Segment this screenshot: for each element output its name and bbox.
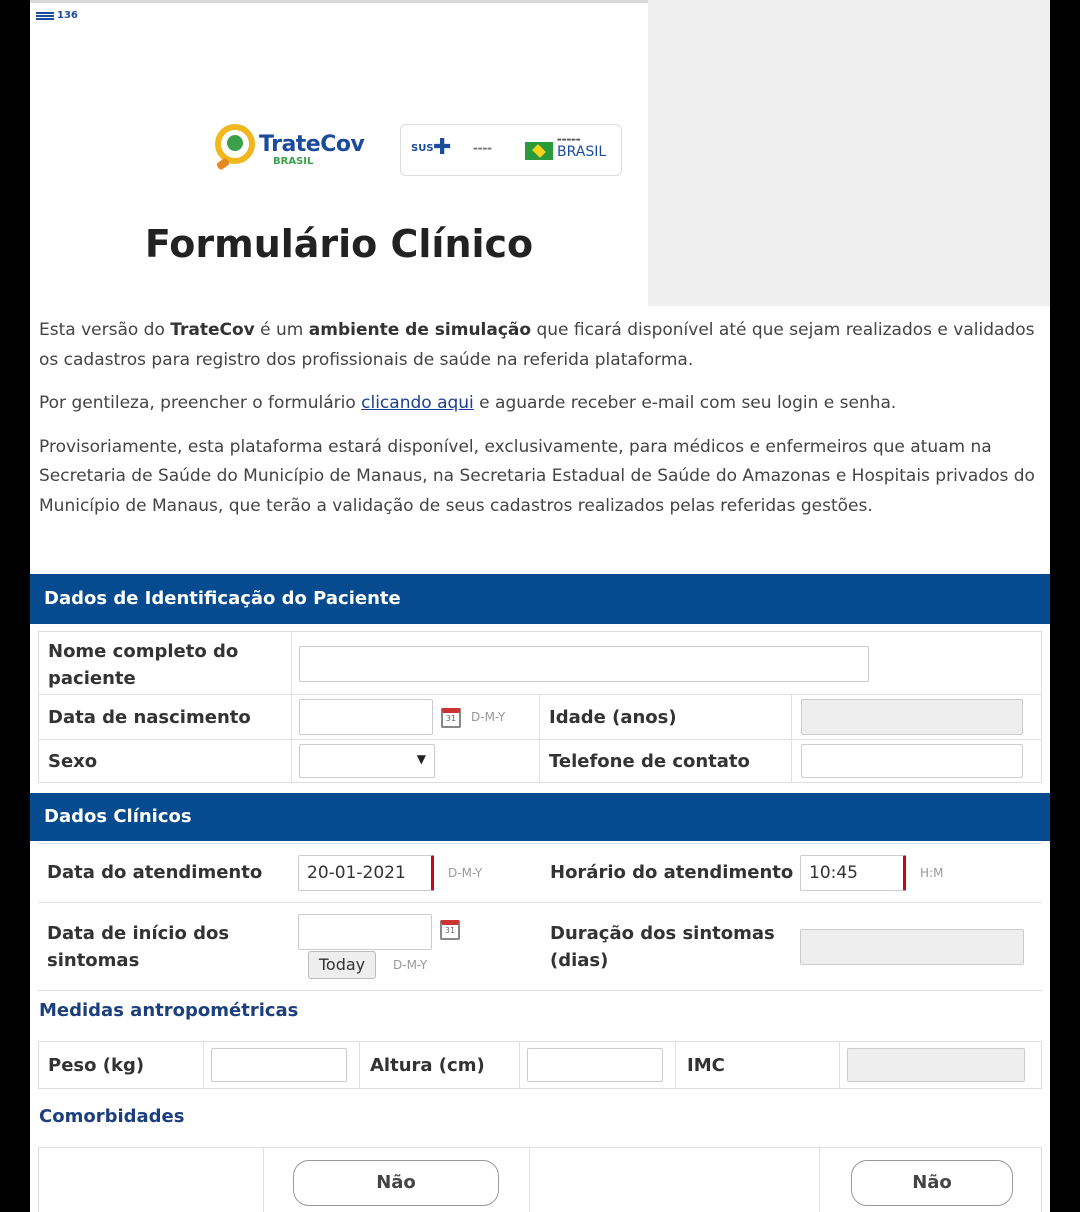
birth-date-format-hint: D-M-Y [471,710,506,724]
sus-logo-text: SUS [411,143,434,154]
intro-paragraph-1: Esta versão do TrateCov é um ambiente de simulação que ficará disponível até que sejam realizados e validados os cadastros para registro dos profissionais de saúde na referida plataforma. [39,320,1035,370]
clinical-section-header: Dados Clínicos [30,793,1050,841]
weight-label: Peso (kg) [48,1055,145,1076]
symptom-duration-label: Duração dos sintomas (dias) [550,923,775,971]
hotline-icon [36,12,54,20]
symptom-duration-field [800,929,1024,965]
weight-input[interactable] [211,1048,347,1082]
visit-date-label: Data do atendimento [47,862,263,883]
logo-name: TrateCov [259,132,365,157]
intro-paragraph-2: Por gentileza, preencher o formulário clicando aqui e aguarde receber e-mail com seu login e senha. [39,393,897,413]
visit-date-format-hint: D-M-Y [448,866,483,880]
brazil-flag-icon [525,142,553,160]
form-page [30,0,1050,1212]
symptom-onset-label: Data de início dos sintomas [47,923,230,971]
birth-date-input[interactable] [299,699,433,735]
symptom-onset-format-hint: D-M-Y [393,958,428,972]
bmi-field [847,1048,1025,1082]
person-icon [227,135,243,151]
hotline-number: 136 [57,10,78,21]
visit-time-input[interactable] [800,855,906,891]
height-input[interactable] [527,1048,663,1082]
today-button[interactable]: Today [308,951,376,979]
birth-date-label: Data de nascimento [48,707,251,728]
bmi-label: IMC [687,1055,725,1076]
phone-label: Telefone de contato [549,751,750,772]
page-title: Formulário Clínico [144,222,534,266]
logo-sub: BRASIL [273,156,314,167]
calendar-icon[interactable]: 31 [441,708,461,728]
identification-section-header: Dados de Identificação do Paciente [30,574,1050,624]
age-label: Idade (anos) [549,707,677,728]
register-link[interactable]: clicando aqui [361,393,474,413]
sex-select[interactable] [299,744,435,778]
patient-name-label: Nome completo do paciente [48,641,239,689]
hotline-badge [36,10,78,21]
phone-input[interactable] [801,744,1023,778]
intro-paragraph-3: Provisoriamente, esta plataforma estará disponível, exclusivamente, para médicos e enfermeiros que atuam na Secretaria de Saúde do Município de Manaus, na Secretaria Estadual de Saúde do Amazonas e Hospitais privados do Município de Manaus, que terão a validação de seus cadastros realizados pelas referidas gestões. [39,436,1035,516]
comorbidity-toggle-2[interactable]: Não [851,1160,1013,1206]
sus-cross-icon: ✚ [433,135,452,160]
side-panel [648,0,1050,306]
comorbidities-title: Comorbidades [39,1106,185,1127]
gov-brasil-text: BRASIL [557,144,607,160]
government-logo [400,124,622,176]
comorbidities-grid [38,1147,1042,1212]
motto-text: ▬▬▬▬▬ [557,137,581,143]
clinical-grid [38,843,1042,991]
age-field [801,699,1023,735]
patient-name-input[interactable] [299,646,869,682]
visit-date-input[interactable] [298,855,434,891]
intro-text [39,316,1044,535]
identification-grid [38,631,1042,783]
calendar-icon[interactable]: 31 [440,920,460,940]
height-label: Altura (cm) [370,1055,485,1076]
sex-label: Sexo [48,751,98,772]
comorbidity-toggle-1[interactable]: Não [293,1160,499,1206]
anthropometric-grid [38,1041,1042,1089]
visit-time-label: Horário do atendimento [550,862,794,883]
anthropometric-title: Medidas antropométricas [39,1000,299,1021]
ministry-text: ▬▬▬▬ [473,146,492,152]
tratecov-logo [215,122,365,178]
chevron-down-icon: ▼ [416,752,426,766]
visit-time-format-hint: H:M [920,866,944,880]
symptom-onset-input[interactable] [298,914,432,950]
top-bar [30,0,648,3]
